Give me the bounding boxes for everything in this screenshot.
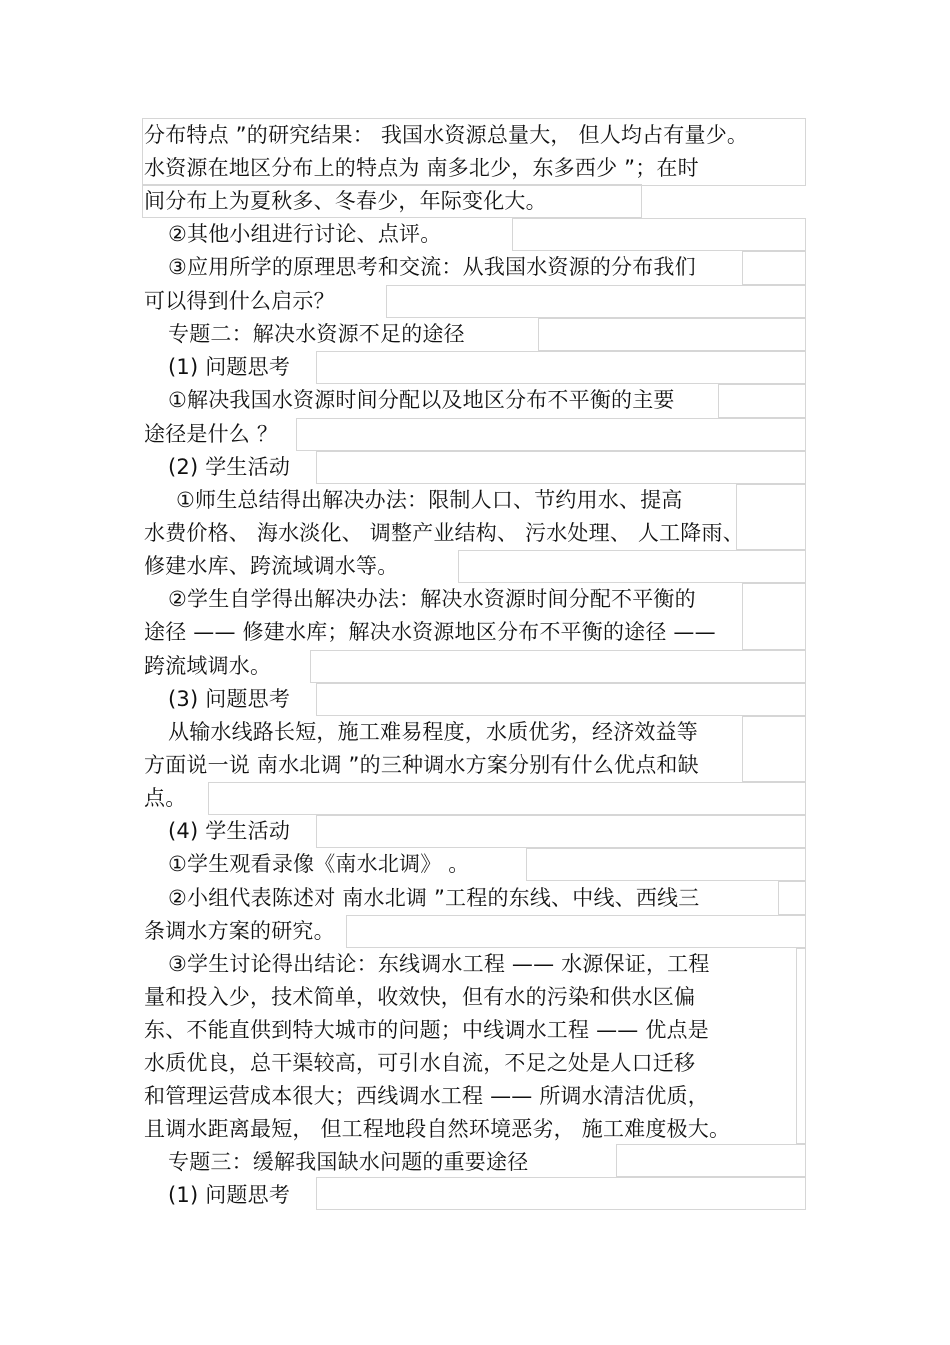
text-line: ③学生讨论得出结论：东线调水工程 —— 水源保证，工程 — [168, 952, 710, 976]
scan-box — [316, 683, 806, 716]
scan-box — [386, 285, 806, 318]
text-line: ①解决我国水资源时间分配以及地区分布不平衡的主要 — [168, 388, 675, 412]
scan-box — [778, 881, 806, 915]
scan-box — [526, 848, 806, 881]
subheading: (2) 学生活动 — [168, 455, 291, 479]
scan-box — [718, 384, 806, 418]
text-line: 途径是什么 ？ — [144, 422, 279, 446]
scan-box — [316, 815, 806, 848]
text-line: ①学生观看录像《南水北调》 。 — [168, 852, 470, 876]
subheading: (1) 问题思考 — [168, 355, 291, 379]
text-line: 东、不能直供到特大城市的问题；中线调水工程 —— 优点是 — [144, 1018, 709, 1042]
scan-box — [310, 650, 806, 683]
scan-box — [538, 318, 806, 351]
text-line: 从输水线路长短，施工难易程度，水质优劣，经济效益等 — [168, 720, 698, 744]
subheading: (1) 问题思考 — [168, 1183, 291, 1207]
scan-box — [742, 583, 806, 650]
text-line: 量和投入少，技术简单，收效快，但有水的污染和供水区偏 — [144, 985, 696, 1009]
text-line: 和管理运营成本很大；西线调水工程 —— 所调水清洁优质， — [144, 1084, 709, 1108]
text-line: 间分布上为夏秋多、冬春少，年际变化大。 — [144, 189, 547, 213]
text-line: 水资源在地区分布上的特点为 南多北少，东多西少 ”；在时 — [144, 156, 699, 180]
text-line: 可以得到什么启示？ — [144, 289, 335, 313]
section-heading: 专题二：解决水资源不足的途径 — [168, 322, 465, 346]
scan-box — [316, 1177, 806, 1210]
scan-box — [742, 251, 806, 285]
scan-box — [512, 218, 806, 251]
subheading: (3) 问题思考 — [168, 687, 291, 711]
text-line: 且调水距离最短， 但工程地段自然环境恶劣， 施工难度极大。 — [144, 1117, 731, 1141]
text-line: 条调水方案的研究。 — [144, 919, 335, 943]
text-line: 途径 —— 修建水库；解决水资源地区分布不平衡的途径 —— — [144, 620, 716, 644]
text-line: 水质优良，总干渠较高，可引水自流，不足之处是人口迁移 — [144, 1051, 696, 1075]
scan-box — [458, 550, 806, 583]
scan-box — [346, 915, 806, 948]
text-line: 点。 — [144, 786, 187, 810]
text-line: 分布特点 ”的研究结果： 我国水资源总量大， 但人均占有量少。 — [144, 123, 749, 147]
text-line: 水费价格、 海水淡化、 调整产业结构、 污水处理、 人工降雨、 — [144, 521, 744, 545]
text-line: ①师生总结得出解决办法：限制人口、节约用水、提高 — [176, 488, 683, 512]
scan-box — [736, 484, 806, 550]
scan-box — [742, 716, 806, 782]
text-line: ②小组代表陈述对 南水北调 ”工程的东线、中线、西线三 — [168, 886, 700, 910]
scan-box — [616, 1144, 806, 1177]
text-line: 跨流域调水。 — [144, 654, 272, 678]
text-line: ②其他小组进行讨论、点评。 — [168, 222, 442, 246]
scan-box — [796, 948, 806, 1144]
text-line: 方面说一说 南水北调 ”的三种调水方案分别有什么优点和缺 — [144, 753, 699, 777]
scan-box — [316, 351, 806, 384]
subheading: (4) 学生活动 — [168, 819, 291, 843]
section-heading: 专题三：缓解我国缺水问题的重要途径 — [168, 1150, 529, 1174]
scan-box — [316, 451, 806, 484]
text-line: 修建水库、跨流域调水等。 — [144, 554, 399, 578]
scan-box — [208, 782, 806, 815]
scan-box — [296, 418, 806, 451]
text-line: ③应用所学的原理思考和交流：从我国水资源的分布我们 — [168, 255, 696, 279]
text-line: ②学生自学得出解决办法：解决水资源时间分配不平衡的 — [168, 587, 696, 611]
